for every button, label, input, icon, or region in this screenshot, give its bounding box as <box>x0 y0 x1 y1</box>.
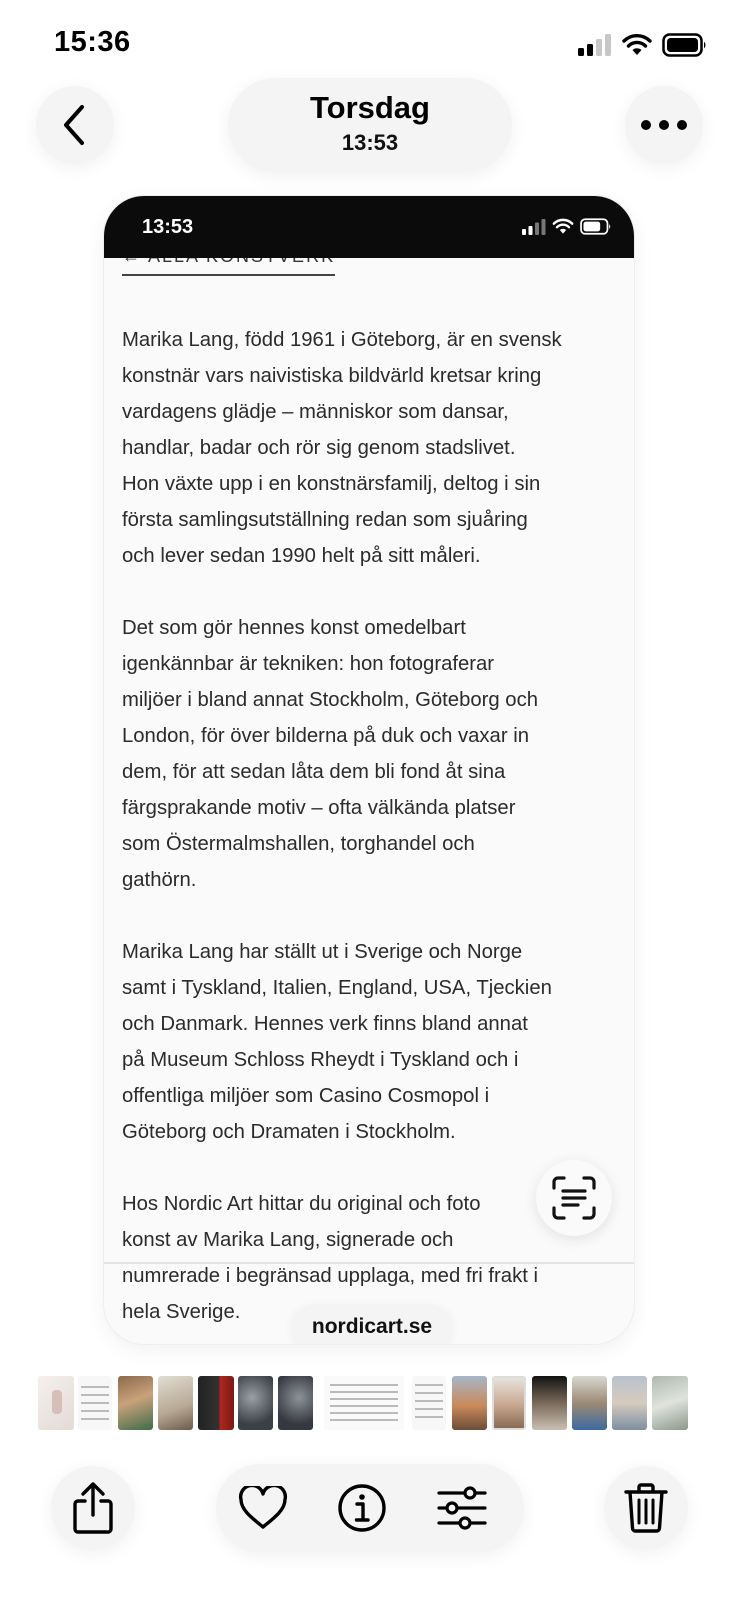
favorite-button[interactable] <box>235 1480 291 1536</box>
share-icon <box>70 1481 116 1535</box>
thumbnail[interactable] <box>278 1376 313 1430</box>
status-bar <box>0 0 740 90</box>
thumbnail[interactable] <box>532 1376 567 1430</box>
article-paragraph: Marika Lang har ställt ut i Sverige och Norge samt i Tyskland, Italien, England, USA, Tjeckien och Danmark. Hennes verk finns bland annat på Museum Schloss Rheydt i Tyskland och i offentliga miljöer som Casino Cosmopol i Göteborg och Dramaten i Stockholm. <box>122 941 552 1143</box>
info-button[interactable] <box>334 1480 390 1536</box>
ellipsis-icon <box>640 119 688 131</box>
wifi-icon <box>552 218 574 235</box>
screenshot-status-icons <box>522 218 612 235</box>
delete-button[interactable] <box>604 1466 688 1550</box>
thumbnail[interactable] <box>198 1376 234 1430</box>
thumbnail-current[interactable] <box>324 1376 404 1430</box>
more-button[interactable] <box>625 86 703 164</box>
photo-actions-bar <box>216 1464 524 1552</box>
date-title <box>228 78 512 172</box>
cellular-icon <box>522 219 546 235</box>
thumbnail[interactable] <box>572 1376 607 1430</box>
heart-icon <box>238 1486 288 1530</box>
article-paragraph: Marika Lang, född 1961 i Göteborg, är en svensk konstnär vars naivistiska bildvärld kretsar kring vardagens glädje – människor som dansar, handlar, badar och rör sig genom stadslivet. Hon växte upp i en konstnärsfamilj, deltog i sin första samlingsutställning redan som sjuåring och lever sedan 1990 helt på sitt måleri. <box>122 329 562 567</box>
live-text-button[interactable] <box>536 1160 612 1236</box>
thumbnail[interactable] <box>612 1376 647 1430</box>
info-icon <box>337 1483 387 1533</box>
thumbnail[interactable] <box>652 1376 688 1430</box>
trash-icon <box>624 1482 668 1534</box>
thumbnail[interactable] <box>118 1376 153 1430</box>
article-paragraph: Hos Nordic Art hittar du original och foto konst av Marika Lang, signerade och numrerade i begränsad upplaga, med fri frakt i hela Sverige. <box>122 1193 538 1323</box>
thumbnail[interactable] <box>238 1376 273 1430</box>
back-button[interactable] <box>36 86 114 164</box>
battery-icon <box>662 33 708 57</box>
battery-icon <box>580 218 612 235</box>
thumbnail-strip[interactable] <box>38 1376 702 1430</box>
thumbnail[interactable] <box>78 1376 112 1430</box>
title-day: Torsdag <box>310 90 430 125</box>
screenshot-status-bar <box>104 196 634 258</box>
thumbnail[interactable] <box>158 1376 193 1430</box>
share-button[interactable] <box>51 1466 135 1550</box>
wifi-icon <box>622 33 652 57</box>
adjust-button[interactable] <box>434 1480 490 1536</box>
thumbnail[interactable] <box>452 1376 487 1430</box>
screenshot-time: 13:53 <box>142 216 194 238</box>
chevron-left-icon <box>58 103 92 147</box>
status-icons <box>578 30 708 60</box>
thumbnail[interactable] <box>38 1376 74 1430</box>
url-bar: nordicart.se <box>292 1304 452 1344</box>
thumbnail[interactable] <box>412 1376 446 1430</box>
live-text-scan-icon <box>550 1174 598 1222</box>
thumbnail[interactable] <box>492 1376 526 1430</box>
sliders-icon <box>437 1485 487 1531</box>
title-time: 13:53 <box>341 130 399 155</box>
status-time: 15:36 <box>54 26 131 58</box>
browser-bar-divider <box>104 1262 634 1264</box>
article-paragraph: Det som gör hennes konst omedelbart igenkännbar är tekniken: hon fotograferar miljöer i bland annat Stockholm, Göteborg och London, för över bilderna på duk och vaxar in dem, för att sedan låta dem bli fond åt sina färgsprakande motiv – ofta välkända platser som Östermalmshallen, torghandel och gathörn. <box>122 617 538 891</box>
cellular-icon <box>578 34 612 56</box>
